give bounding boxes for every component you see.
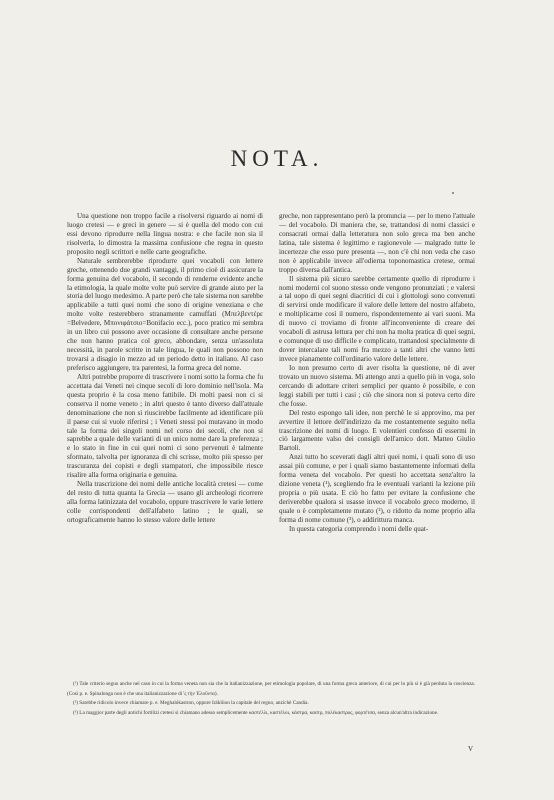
paragraph: Naturale sembrerebbe riprodurre quei vocaboli con lettere greche, ottenendo due grandi vantaggi, il primo cioè di assicurare la forma genuina del vocabolo, il secondo di renderne evidente anche la etimologia, la quale molte volte può servire di grande aiuto per la storia del luogo medesimo. A parte però che tale sistema non sarebbe applicabile a tutti quei nomi che sono di origine veneziana e che molte volte resterebbero stranamente camuffati (Μπελβεντέρε =Belvedere, Μπονιφάτσιο=Bonifacio ecc.), poco pratico mi sembra in un libro cui possono aver occasione di consultare anche persone che non hanno pratica col greco, abbondare, senza un'assoluta necessità, in parole scritte in tale lingua, le quali non possono non trovarsi a disagio in mezzo ad un periodo detto in italiano. Al caso preferisco aggiungere, tra parentesi, la forma greca del nome. bbox=[67, 256, 263, 372]
paragraph: Del resto espongo tali idee, non perchè le si approvino, ma per avvertire il lettore dell'indirizzo da me costantemente seguito nella trascrizione dei nomi di luogo. E volentieri confesso di essermi in ciò largamente valso dei consigli dell'amico dott. Matteo Giulio Bartoli. bbox=[279, 408, 475, 453]
paragraph: In questa categoria comprendo i nomi delle quat- bbox=[289, 524, 429, 533]
page-number: V bbox=[468, 745, 474, 753]
paragraph: Anzi tutto ho sceverati dagli altri quei nomi, i quali sono di uso assai più comune, e per i quali siamo bastantemente informati della forma veneta del vocabolo. Per questi ho accettata senz'altro la dizione veneta (¹), scegliendo fra le eventuali varianti la lezione più propria o più usata. E ciò ho fatto per evitare la confusione che deriverebbe qualora si usasse invece il vocabolo greco moderno, il quale o è completamente mutato (²), o ridotto da nome proprio alla forma di nome comune (³), o addirittura manca. bbox=[279, 453, 475, 524]
paragraph: Una questione non troppo facile a risolversi riguardo ai nomi di luogo cretesi — e greci in genere — si è quella del modo con cui essi devono riprodurre nella lingua nostra: e che facile non sia il risolverla, lo dimostra la massima confusione che regna in questo proposito negli scrittori e nelle carte geografiche. bbox=[67, 212, 263, 256]
left-column bbox=[67, 212, 263, 525]
paragraph: Io non presumo certo di aver risolta la questione, nè di aver trovato un nuovo sistema. Mi attengo anzi a quello più in voga, solo cercando di adottare criteri semplici per quanto è possibile, e con leggi stabili per tutti i casi ; ciò che sinora non si poteva certo dire che fosse. bbox=[279, 363, 475, 408]
paragraph: greche, non rappresentano però la pronuncia — per lo meno l'attuale — del vocabolo. Di maniera che, se, trattandosi di nomi classici e consacrati ormai dalla letteratura non solo greca ma ben anche latina, tale sistema è legittimo e ragionevole — malgrado tutte le incertezze che esso pure presenta —, non c'è chi non veda che caso non è applicabile invece all'odierna toponomastica cretese, ormai troppo diversa dall'antica. bbox=[279, 212, 475, 274]
right-column bbox=[279, 212, 475, 534]
paragraph: Nella trascrizione dei nomi delle antiche località cretesi — come del resto di tutta quanta la Grecia — usano gli archeologi ricorrere alla forma latinizzata del vocabolo, oppure trascrivere le varie lettere colle corrispondenti dell'alfabeto latino ; le quali, se ortograficamente hanno lo stesso valore delle lettere bbox=[67, 480, 263, 524]
footnote: (³) La maggior parte degli antichi fortilizi cretesi si chiamano adesso semplicemente καστέλλι, καστέλοι, κάστρα, καστρ, πολέκαστρος, φορτέτσα, senza alcun'altra indicazione. bbox=[73, 710, 439, 717]
page-title: NOTA. bbox=[230, 146, 324, 171]
footnotes bbox=[67, 680, 475, 719]
paper-speck bbox=[452, 192, 454, 194]
paragraph: Altri potrebbe proporre di trascrivere i nomi sotto la forma che fu accettata dai Veneti nei cinque secoli di loro dominio nell'isola. Ma questa proprio è la cosa meno fattibile. Di molti paesi non ci si conserva il nome veneto ; in altri questo è tanto diverso dall'attuale denominazione che non si riuscirebbe facilmente ad identificare più il paese cui si vuole riferirsi ; i Veneti stessi poi mutavano in modo tale la forma dei singoli nomi nel corso dei secoli, che non si saprebbe a quale delle varianti di un unico nome dare la preferenza ; e lo stato in fine in cui quei nomi ci sono pervenuti è talmente sformato, talvolta per ignoranza di chi scrisse, molto più spesso per trascuranza dei copisti e degli stampatori, che impossibile riesce risalire alla forma originaria e genuina. bbox=[67, 372, 263, 480]
footnote: (¹) Tale criterio seguo anche nel caso in cui la forma veneta non sia che la italianizzazione, per etimologia popolare, di una forma greca anteriore, di cui per lo più si è già perduta la coscienza. (Così p. e. Spinalonga non è che una italianizzazione di 'ς τὴν Ἐλοῦντα). bbox=[67, 681, 475, 697]
footnote: (²) Sarebbe ridicolo invece chiamare p. e. Meghalókastron, oppure Irákliion la capitale del regno, anzichè Candia. bbox=[73, 700, 309, 707]
paragraph: Il sistema più sicuro sarebbe certamente quello di riprodurre i nomi moderni col suono stesso onde vengono pronunziati ; e valersi a tal uopo di quei segni diacritici di cui i glottologi sono convenuti di servirsi onde modificare il valore delle lettere del nostro alfabeto, e moltiplicarne così il numero, rispondentemente ai vari suoni. Ma di nuovo ci troviamo di fronte all'inconveniente di creare dei vocaboli di astrusa lettura per chi non ha molta pratica di quei segni, e comunque di uso difficile e complicato, trattandosi specialmente di dover intercalare tali nomi fra mezzo a tanti altri che vanno letti invece pianamente coll'ordinario valore delle lettere. bbox=[279, 274, 475, 363]
